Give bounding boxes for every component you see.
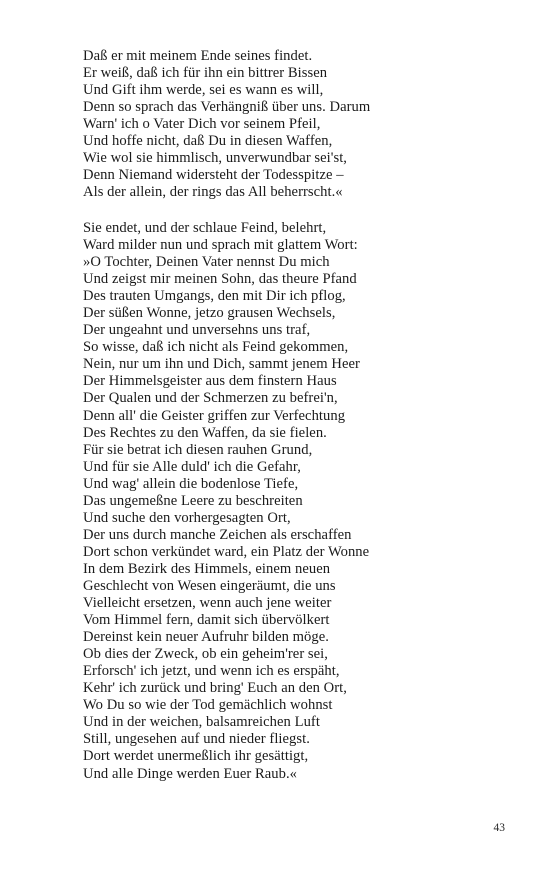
stanza-2 [83,220,523,783]
verse-line: So wisse, daß ich nicht als Feind gekommen, [83,339,349,356]
stanza-1 [83,48,523,201]
verse-line: Und wag' allein die bodenlose Tiefe, [83,475,299,492]
verse-line: Der ungeahnt und unversehns uns traf, [83,322,311,339]
verse-line: Vom Himmel fern, damit sich übervölkert [83,612,330,629]
verse-line: Denn all' die Geister griffen zur Verfechtung [83,407,346,424]
verse-line: »O Tochter, Deinen Vater nennst Du mich [83,254,330,271]
verse-line: Und Gift ihm werde, sei es wann es will, [83,82,324,99]
verse-line: Der Qualen und der Schmerzen zu befrei'n, [83,390,338,407]
verse-line: Sie endet, und der schlaue Feind, belehrt, [83,220,327,236]
verse-line: Und hoffe nicht, daß Du in diesen Waffen, [83,133,333,150]
verse-line: Dort werdet unermeßlich ihr gesättigt, [83,748,309,765]
verse-line: Warn' ich o Vater Dich vor seinem Pfeil, [83,116,321,133]
verse-line: Des Rechtes zu den Waffen, da sie fielen. [83,424,327,441]
verse-line: Ward milder nun und sprach mit glattem Wort: [83,237,358,254]
verse-line: Dereinst kein neuer Aufruhr bilden möge. [83,629,329,646]
verse-line: Und in der weichen, balsamreichen Luft [83,714,320,731]
verse-line: Der süßen Wonne, jetzo grausen Wechsels, [83,305,336,322]
verse-line: Und alle Dinge werden Euer Raub.« [83,765,298,782]
verse-line: Vielleicht ersetzen, wenn auch jene weiter [83,595,332,612]
verse-line: Nein, nur um ihn und Dich, sammt jenem Heer [83,356,360,373]
verse-line: Denn Niemand widersteht der Todesspitze – [83,167,344,184]
verse-line: Und suche den vorhergesagten Ort, [83,509,291,526]
verse-line: Geschlecht von Wesen eingeräumt, die uns [83,577,336,594]
page-number: 43 [493,822,505,834]
verse-line: Für sie betrat ich diesen rauhen Grund, [83,441,313,458]
verse-line: Als der allein, der rings das All beherrscht.« [83,184,343,201]
verse-line: Wo Du so wie der Tod gemächlich wohnst [83,697,333,714]
verse-line: Denn so sprach das Verhängniß über uns. Darum [83,99,371,116]
verse-line: Still, ungesehen auf und nieder fliegst. [83,731,310,748]
verse-line: Des trauten Umgangs, den mit Dir ich pflog, [83,288,346,305]
verse-line: Das ungemeßne Leere zu beschreiten [83,492,303,509]
verse-line: Er weiß, daß ich für ihn ein bittrer Bissen [83,65,328,82]
verse-line: Ob dies der Zweck, ob ein geheim'rer sei, [83,646,328,663]
verse-line: Der uns durch manche Zeichen als erschaffen [83,526,352,543]
verse-line: Erforsch' ich jetzt, und wenn ich es erspäht, [83,663,340,680]
verse-line: In dem Bezirk des Himmels, einem neuen [83,560,331,577]
verse-line: Der Himmelsgeister aus dem finstern Haus [83,373,337,390]
verse-line: Und zeigst mir meinen Sohn, das theure Pfand [83,271,357,288]
verse-line: Kehr' ich zurück und bring' Euch an den Ort, [83,680,347,697]
verse-line: Wie wol sie himmlisch, unverwundbar sei'st, [83,150,347,167]
verse-line: Und für sie Alle duld' ich die Gefahr, [83,458,301,475]
verse-line: Dort schon verkündet ward, ein Platz der Wonne [83,543,370,560]
verse-line: Daß er mit meinem Ende seines findet. [83,48,313,64]
